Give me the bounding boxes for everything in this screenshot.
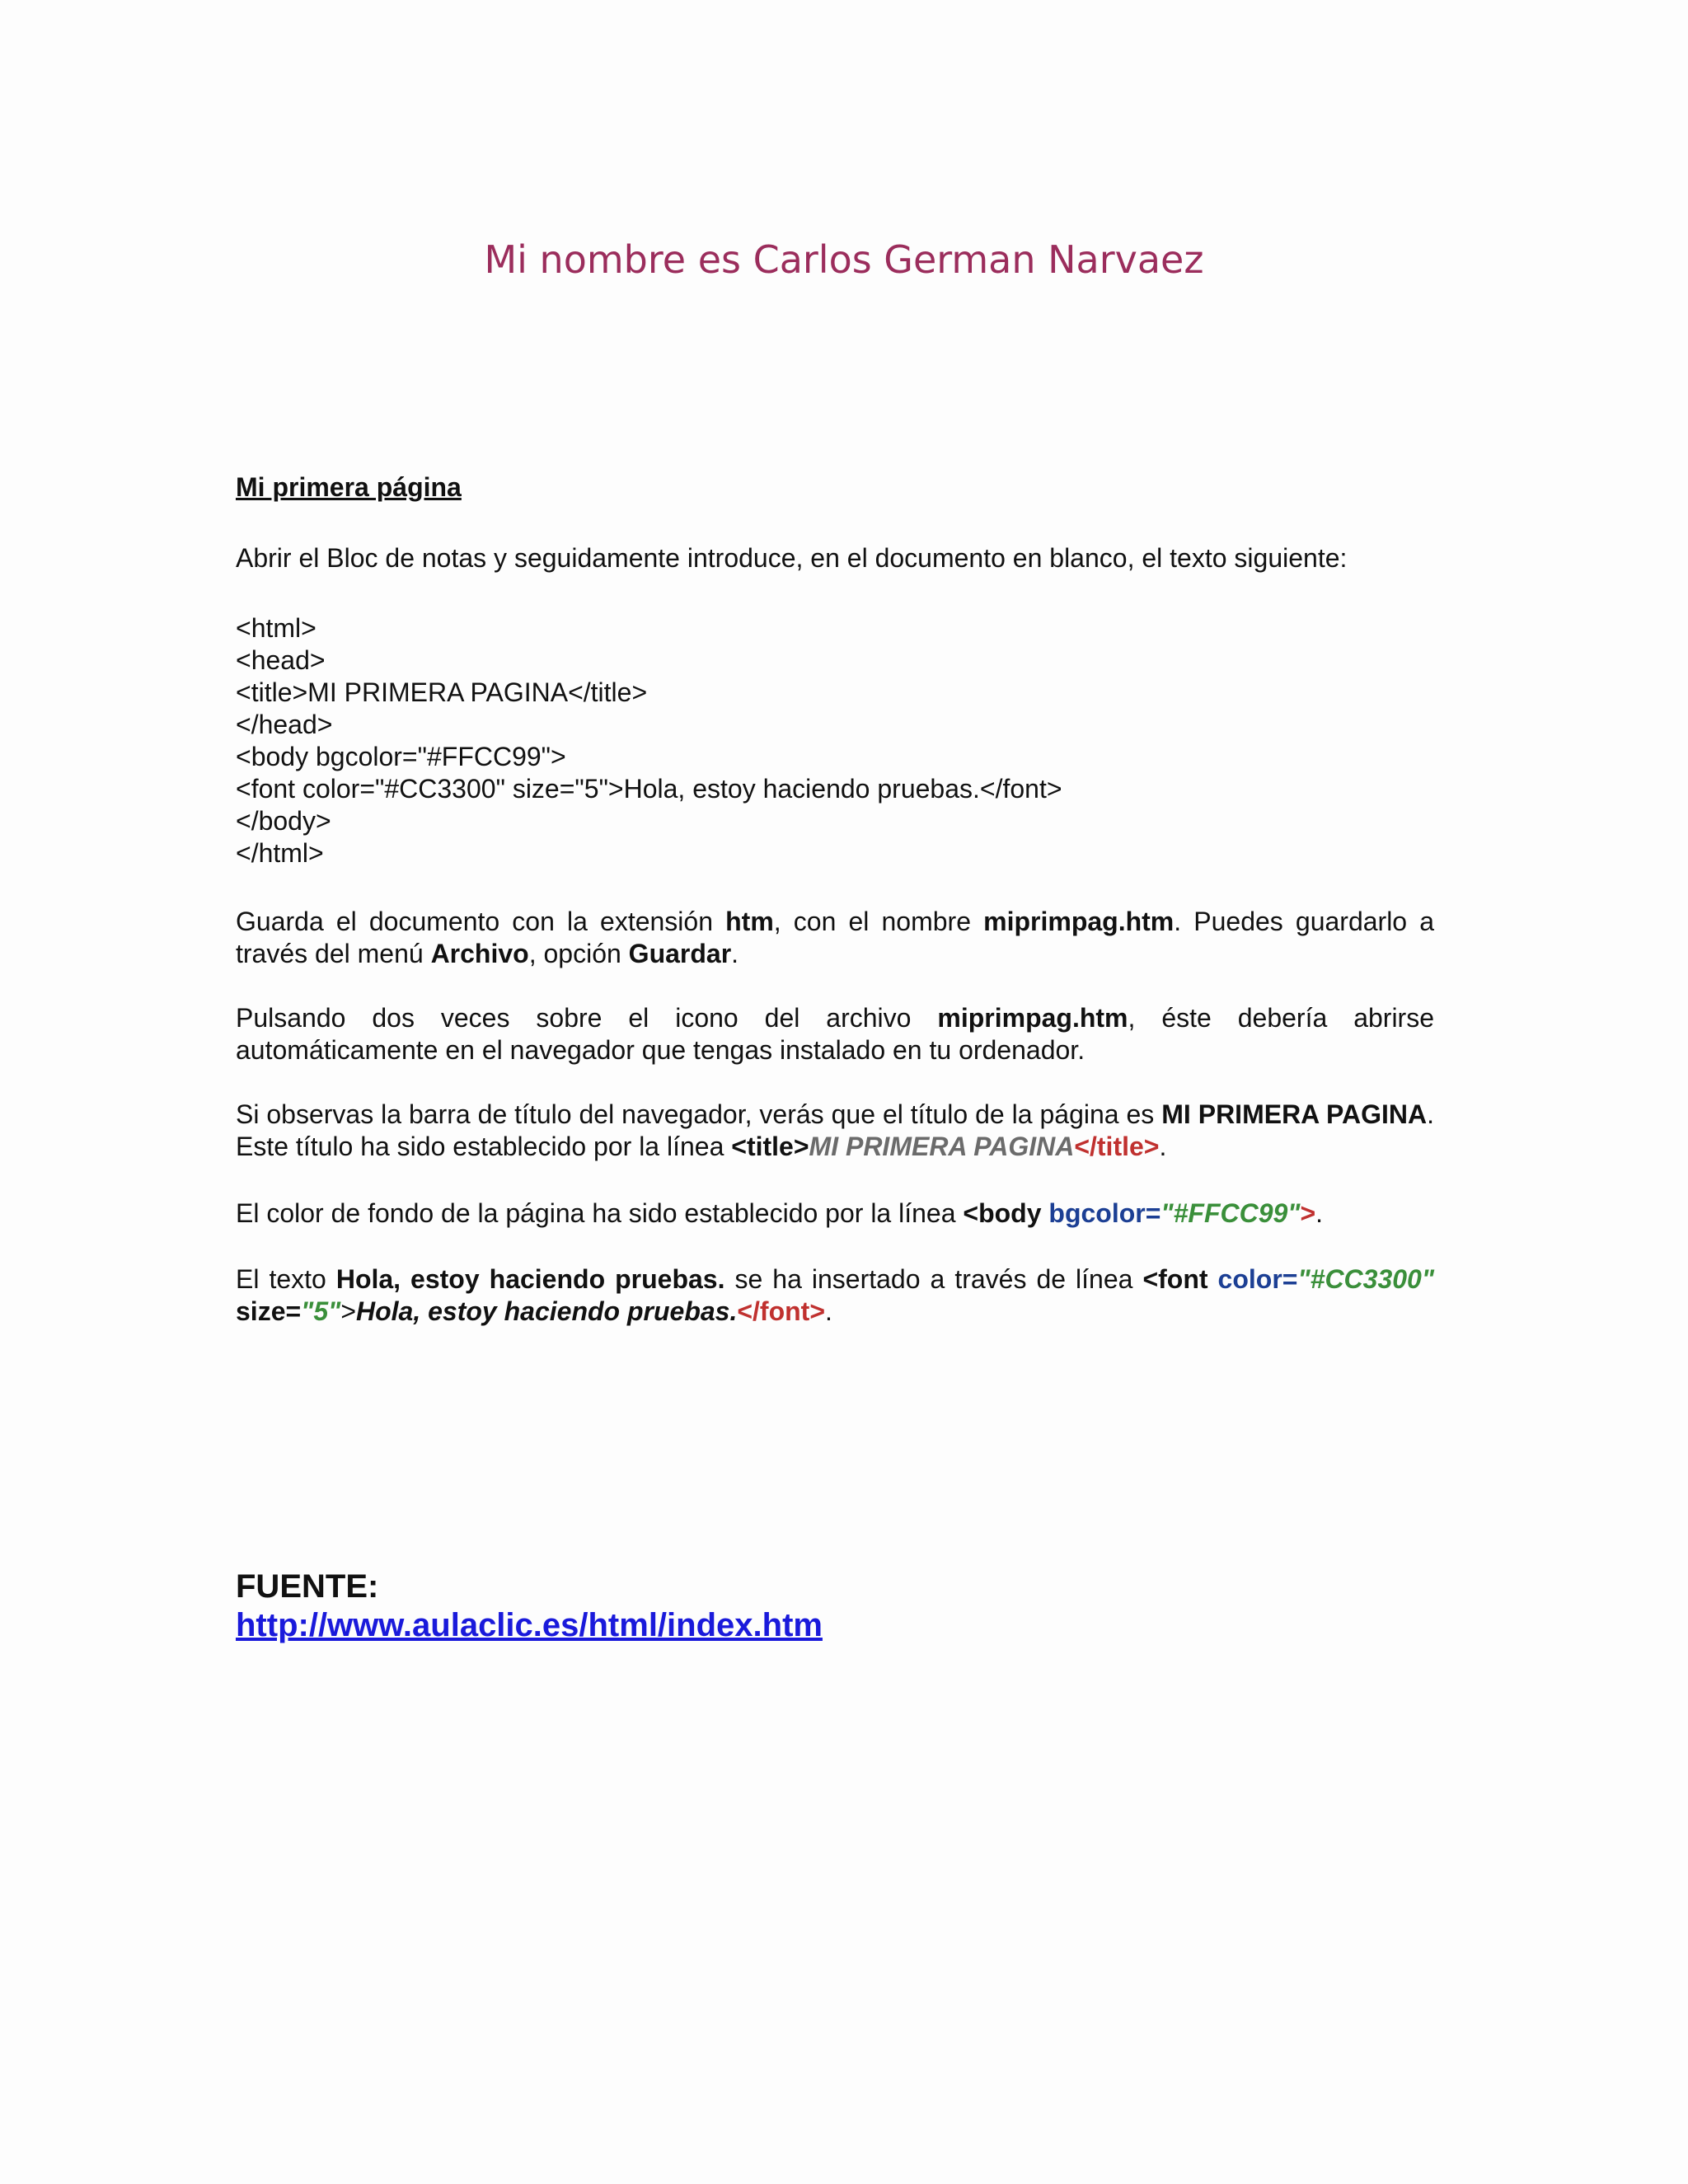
- font-paragraph: El texto Hola, estoy haciendo pruebas. se ha insertado a través de línea <font color="#CC3300" size="5">Hola, estoy haciendo pruebas.</font>.: [236, 1264, 1435, 1326]
- code-line: <body bgcolor="#FFCC99">: [236, 742, 566, 771]
- source-link[interactable]: http://www.aulaclic.es/html/index.htm: [236, 1607, 823, 1643]
- bgcolor-paragraph: El color de fondo de la página ha sido establecido por la línea <body bgcolor="#FFCC99">.: [236, 1198, 1324, 1228]
- code-line: <head>: [236, 645, 326, 675]
- code-block: [236, 612, 1434, 869]
- title-paragraph: Si observas la barra de título del navegador, verás que el título de la página es MI PRIMERA PAGINA. Este título ha sido establecido por la línea <title>MI PRIMERA PAGINA</title>.: [236, 1099, 1435, 1161]
- code-line: <font color="#CC3300" size="5">Hola, estoy haciendo pruebas.</font>: [236, 774, 1062, 804]
- section-heading: Mi primera página: [236, 472, 462, 502]
- code-line: <title>MI PRIMERA PAGINA</title>: [236, 677, 648, 707]
- intro-paragraph: Abrir el Bloc de notas y seguidamente introduce, en el documento en blanco, el texto siguiente:: [236, 543, 1348, 573]
- code-line: </body>: [236, 806, 331, 836]
- document-title: Mi nombre es Carlos German Narvaez: [484, 237, 1204, 282]
- open-paragraph: Pulsando dos veces sobre el icono del archivo miprimpag.htm, éste debería abrirse automáticamente en el navegador que tengas instalado en tu ordenador.: [236, 1003, 1435, 1065]
- code-line: </html>: [236, 838, 324, 868]
- save-paragraph: Guarda el documento con la extensión htm, con el nombre miprimpag.htm. Puedes guardarlo a través del menú Archivo, opción Guardar.: [236, 907, 1435, 968]
- code-line: <html>: [236, 613, 316, 643]
- source-label: FUENTE:: [236, 1568, 379, 1605]
- code-line: </head>: [236, 710, 333, 739]
